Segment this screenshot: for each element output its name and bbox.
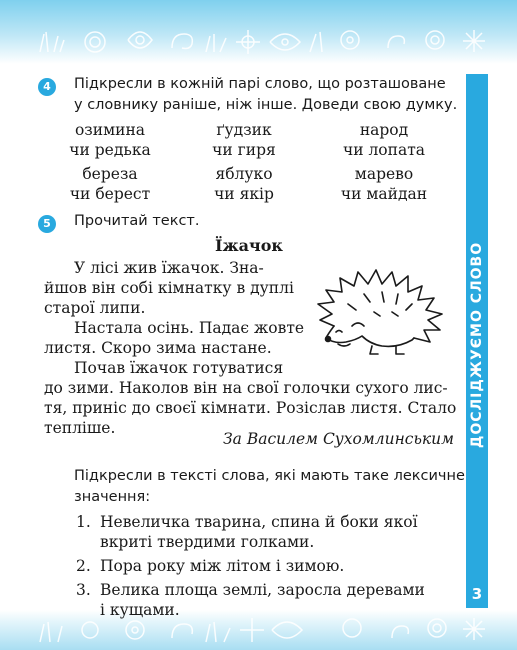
snail-icon <box>392 626 408 638</box>
word-pair-second: чи майдан <box>340 185 428 203</box>
task4-instruction-line1: Підкресли в кожній парі слово, що розташоване <box>74 76 446 92</box>
word-pair-second: чи берест <box>69 185 151 203</box>
word-pair-second: чи лопата <box>342 141 426 159</box>
story-line: старої липи. <box>44 299 146 317</box>
snail-icon <box>172 624 192 638</box>
flower-icon <box>272 622 302 638</box>
snail-icon <box>388 36 404 48</box>
story-line: У лісі жив їжачок. Зна- <box>74 259 264 277</box>
grass-icon <box>40 622 62 642</box>
task5-instruction2-line2: значення: <box>74 489 151 505</box>
word-pair-second: чи якір <box>214 185 274 203</box>
flower-icon <box>236 30 260 54</box>
story-title: Їжачок <box>215 236 283 255</box>
snail-icon <box>172 34 192 49</box>
word-pair-first: марево <box>354 165 414 183</box>
grass-icon <box>40 32 64 52</box>
hedgehog-illustration <box>312 264 452 364</box>
flower-icon <box>85 32 105 52</box>
flower-icon <box>426 31 444 49</box>
word-pair-second: чи редька <box>69 141 151 159</box>
definition-line: вкриті твердими голками. <box>100 533 315 551</box>
page-number: 3 <box>471 585 483 603</box>
task-number-badge: 5 <box>38 215 56 233</box>
definition-line: Велика площа землі, заросла деревами <box>100 581 425 599</box>
word-pair-first: народ <box>359 121 409 139</box>
section-label: ДОСЛІДЖУЄМО СЛОВО <box>469 241 485 449</box>
story-line: Настала осінь. Падає жовте <box>74 319 305 337</box>
task-number-badge: 4 <box>38 78 56 96</box>
task5-instruction: Прочитай текст. <box>74 213 200 229</box>
definition-line: Пора року між літом і зимою. <box>100 557 345 575</box>
definition-line: і кущами. <box>100 601 180 619</box>
word-pair-first: яблуко <box>215 165 273 183</box>
story-line: тя, приніс до своєї кімнати. Розіслав листя. Стало <box>44 399 457 417</box>
top-ornament-row <box>0 22 517 62</box>
flower-icon <box>82 622 98 638</box>
snowflake-icon <box>463 30 485 52</box>
flower-icon <box>126 621 144 639</box>
word-pair-first: ґудзик <box>216 121 272 139</box>
definition-number: 1. <box>76 513 91 531</box>
word-pair-second: чи гиря <box>212 141 276 159</box>
definition-line: Невеличка тварина, спина й боки якої <box>100 513 418 531</box>
story-line: листя. Скоро зима настане. <box>44 339 272 357</box>
task5-instruction2-line1: Підкресли в тексті слова, які мають таке лексичне <box>74 468 465 484</box>
snowflake-icon <box>463 618 485 640</box>
story-line: йшов він собі кімнатку в дуплі <box>44 279 294 297</box>
bottom-ornament-row <box>0 610 517 646</box>
flower-icon <box>428 619 446 637</box>
flower-icon <box>341 31 359 49</box>
definition-number: 2. <box>76 557 91 575</box>
flower-icon <box>343 619 361 637</box>
flower-icon <box>240 618 264 642</box>
word-pair-first: береза <box>82 165 138 183</box>
story-line: тепліше. <box>44 419 116 437</box>
task4-instruction-line2: у словнику раніше, ніж інше. Доведи свою думку. <box>74 97 458 113</box>
story-author: За Василем Сухомлинським <box>223 430 454 448</box>
story-line: Почав їжачок готуватися <box>74 359 284 377</box>
flower-icon <box>270 34 300 50</box>
grass-icon <box>310 32 322 52</box>
flower-icon <box>128 32 152 48</box>
grass-icon <box>206 622 230 642</box>
definition-number: 3. <box>76 581 91 599</box>
word-pair-first: озимина <box>74 121 146 139</box>
story-line: до зими. Наколов він на свої голочки сухого лис- <box>44 379 448 397</box>
grass-icon <box>206 34 226 52</box>
